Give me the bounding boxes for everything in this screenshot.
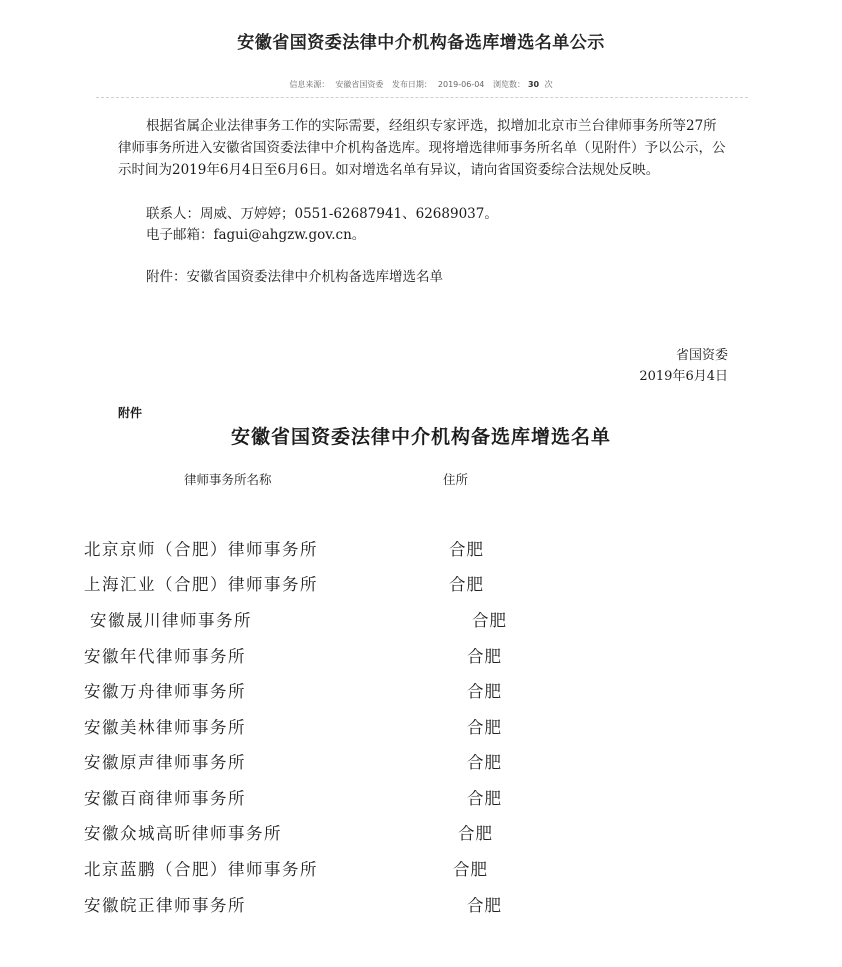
views-unit: 次: [544, 80, 553, 89]
firm-address: 合肥: [467, 682, 502, 701]
attachment-label: 附件: [118, 406, 143, 420]
column-header-name: 律师事务所名称: [184, 472, 272, 487]
source-value: 安徽省国资委: [335, 80, 384, 89]
source-label: 信息来源：: [289, 80, 330, 89]
firm-name: 安徽原声律师事务所: [84, 753, 246, 772]
firm-name: 安徽晟川律师事务所: [90, 611, 252, 630]
firm-address: 合肥: [467, 753, 502, 772]
meta-divider: [96, 97, 748, 98]
table-row: [0, 714, 842, 744]
firm-name: 安徽百商律师事务所: [84, 789, 246, 808]
firm-address: 合肥: [449, 540, 484, 559]
issuer: 省国资委: [675, 348, 728, 363]
firm-address: 合肥: [472, 611, 507, 630]
table-row: [0, 892, 842, 922]
date-value: 2019-06-04: [437, 80, 485, 89]
firm-name: 安徽皖正律师事务所: [84, 896, 246, 915]
table-row: [0, 785, 842, 815]
firm-address: 合肥: [458, 824, 493, 843]
contact-line: 联系人：周威、万婷婷；0551-62687941、62689037。: [146, 206, 498, 222]
firm-name: 上海汇业（合肥）律师事务所: [84, 575, 318, 594]
firm-address: 合肥: [449, 575, 484, 594]
notice-paragraph: [118, 115, 730, 181]
article-meta: [0, 79, 842, 90]
firm-name: 安徽万舟律师事务所: [84, 682, 246, 701]
firm-name: 安徽年代律师事务所: [84, 647, 246, 666]
firm-name: 安徽美林律师事务所: [84, 718, 246, 737]
table-row: [0, 571, 842, 601]
table-row: [0, 678, 842, 708]
page-title: 安徽省国资委法律中介机构备选库增选名单公示: [237, 33, 605, 53]
firm-name: 北京京师（合肥）律师事务所: [84, 540, 318, 559]
table-row: [0, 607, 842, 637]
issue-date: 2019年6月4日: [639, 369, 728, 384]
email-line: 电子邮箱：fagui@ahgzw.gov.cn。: [146, 227, 366, 243]
date-label: 发布日期：: [391, 80, 432, 89]
table-row: [0, 820, 842, 850]
notice-text: 根据省属企业法律事务工作的实际需要，经组织专家评选，拟增加北京市兰台律师事务所等27所律师事务所进入安徽省国资委法律中介机构备选库。现将增选律师事务所名单（见附件）予以公示，公示时间为2019年6月4日至6月6日。如对增选名单有异议，请向省国资委综合法规处反映。: [118, 118, 726, 178]
views-label: 浏览数：: [492, 80, 525, 89]
firm-address: 合肥: [467, 789, 502, 808]
column-header-address: 住所: [443, 472, 469, 487]
firm-address: 合肥: [467, 718, 502, 737]
firm-name: 北京蓝鹏（合肥）律师事务所: [84, 860, 318, 879]
views-count: 30: [527, 80, 540, 89]
firm-address: 合肥: [467, 647, 502, 666]
table-row: [0, 749, 842, 779]
firm-address: 合肥: [453, 860, 488, 879]
firm-name: 安徽众城高昕律师事务所: [84, 824, 282, 843]
list-title: 安徽省国资委法律中介机构备选库增选名单: [230, 426, 611, 448]
table-row: [0, 536, 842, 566]
table-row: [0, 856, 842, 886]
table-row: [0, 643, 842, 673]
firm-address: 合肥: [467, 896, 502, 915]
attachment-line: 附件：安徽省国资委法律中介机构备选库增选名单: [146, 269, 443, 285]
